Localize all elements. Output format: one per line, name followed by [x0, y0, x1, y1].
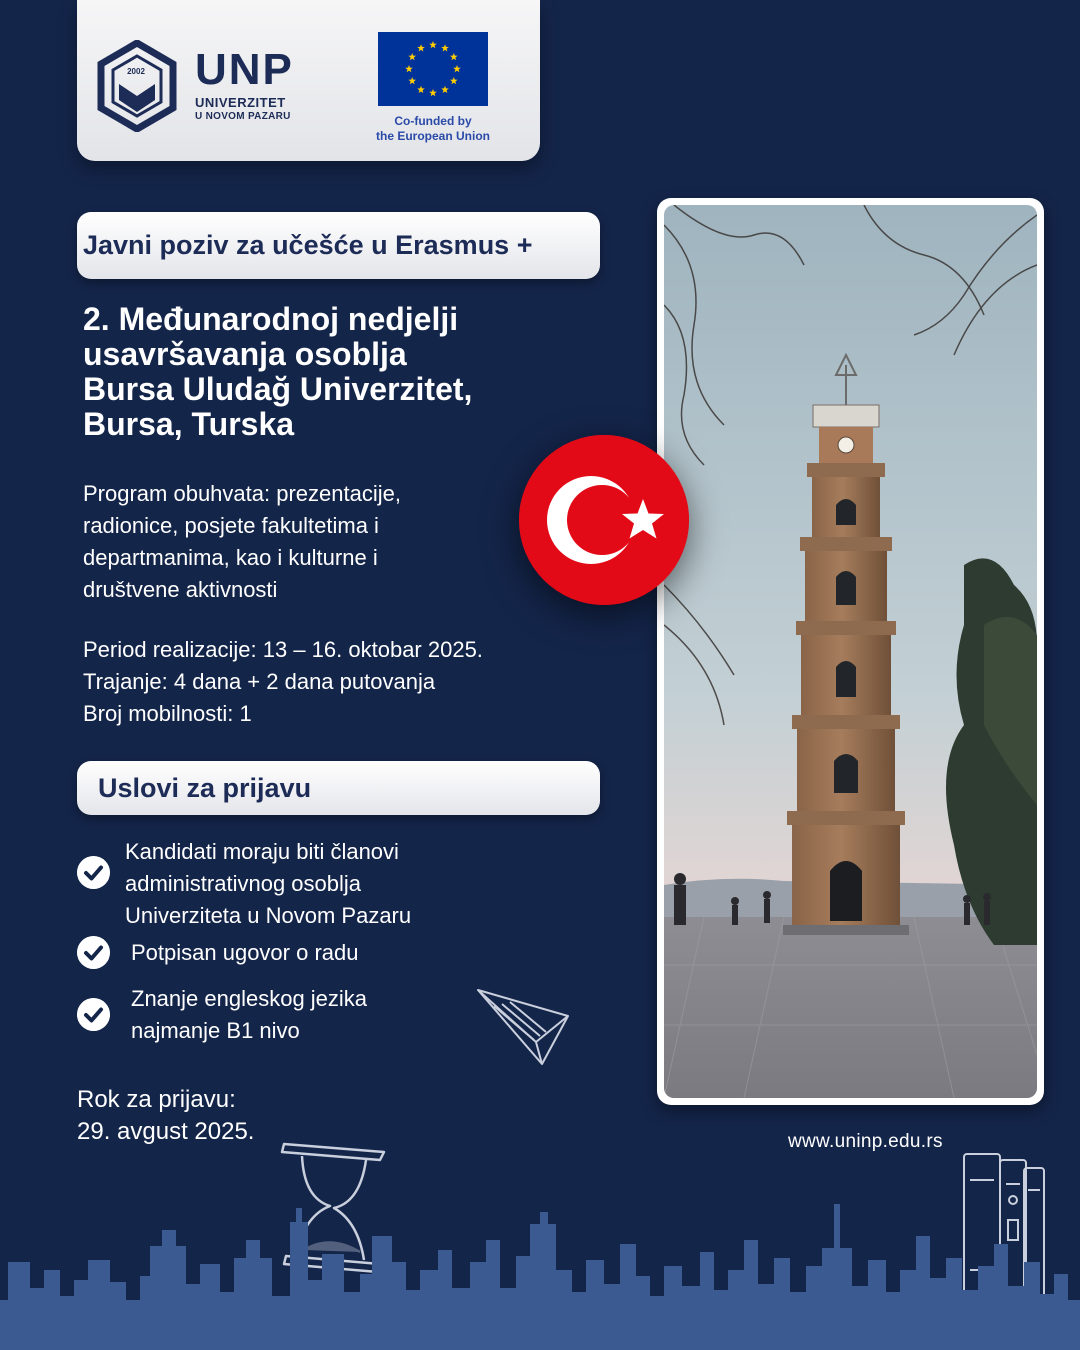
condition-text-3	[131, 983, 367, 1047]
program-line-1: Program obuhvata: prezentacije,	[83, 481, 401, 506]
condition-3-line-1: Znanje engleskog jezika	[131, 986, 368, 1011]
program-line-2: radionice, posjete fakultetima i	[83, 513, 379, 538]
eu-text-line1: Co-funded by	[394, 114, 472, 128]
headline-line-1: 2. Međunarodnoj nedjelji	[83, 301, 459, 337]
eu-cofunded-text	[363, 114, 503, 144]
check-icon	[77, 936, 110, 969]
condition-2-line-1: Potpisan ugovor o radu	[131, 940, 359, 965]
bursa-clock-tower-photo	[664, 205, 1037, 1098]
deadline-date: 29. avgust 2025.	[77, 1118, 255, 1145]
turkey-flag-badge	[519, 435, 689, 605]
unp-logo-icon	[97, 40, 177, 132]
event-headline	[83, 302, 553, 442]
crescent-star-icon	[519, 435, 689, 605]
mobility-text: Broj mobilnosti: 1	[83, 701, 252, 726]
duration-text: Trajanje: 4 dana + 2 dana putovanja	[83, 669, 436, 694]
condition-3-line-2: najmanje B1 nivo	[131, 1018, 300, 1043]
program-line-4: društvene aktivnosti	[83, 577, 278, 602]
program-line-3: departmanima, kao i kulturne i	[83, 545, 378, 570]
headline-line-2: usavršavanja osoblja	[83, 336, 407, 372]
condition-1-line-3: Univerziteta u Novom Pazaru	[125, 903, 412, 928]
unp-logo-year: 2002	[127, 67, 145, 76]
eu-text-line2: the European Union	[376, 129, 490, 143]
application-deadline	[77, 1084, 254, 1148]
condition-1-line-1: Kandidati moraju biti članovi	[125, 839, 399, 864]
clock-tower-photo-frame	[657, 198, 1044, 1105]
headline-line-4: Bursa, Turska	[83, 406, 295, 442]
period-text: Period realizacije: 13 – 16. oktobar 2025.	[83, 637, 483, 662]
website-url: www.uninp.edu.rs	[788, 1131, 943, 1152]
program-description	[83, 478, 401, 606]
unp-logo-line1: UNIVERZITET	[195, 95, 286, 110]
event-details	[83, 634, 483, 730]
deadline-label: Rok za prijavu:	[77, 1086, 236, 1113]
conditions-title-pill: Uslovi za prijavu	[77, 761, 600, 815]
logo-card	[77, 0, 540, 161]
condition-text-2	[131, 937, 359, 969]
paper-plane-icon	[474, 986, 572, 1068]
unp-logo-line2: U NOVOM PAZARU	[195, 111, 291, 122]
check-icon	[77, 856, 110, 889]
check-icon	[77, 998, 110, 1031]
city-skyline-silhouette	[0, 1200, 1080, 1350]
eu-flag-icon	[378, 32, 488, 106]
condition-1-line-2: administrativnog osoblja	[125, 871, 362, 896]
unp-logo-word: UNP	[195, 45, 294, 94]
call-title-pill: Javni poziv za učešće u Erasmus +	[77, 212, 600, 279]
condition-text-1	[125, 836, 411, 932]
headline-line-3: Bursa Uludağ Univerzitet,	[83, 371, 473, 407]
